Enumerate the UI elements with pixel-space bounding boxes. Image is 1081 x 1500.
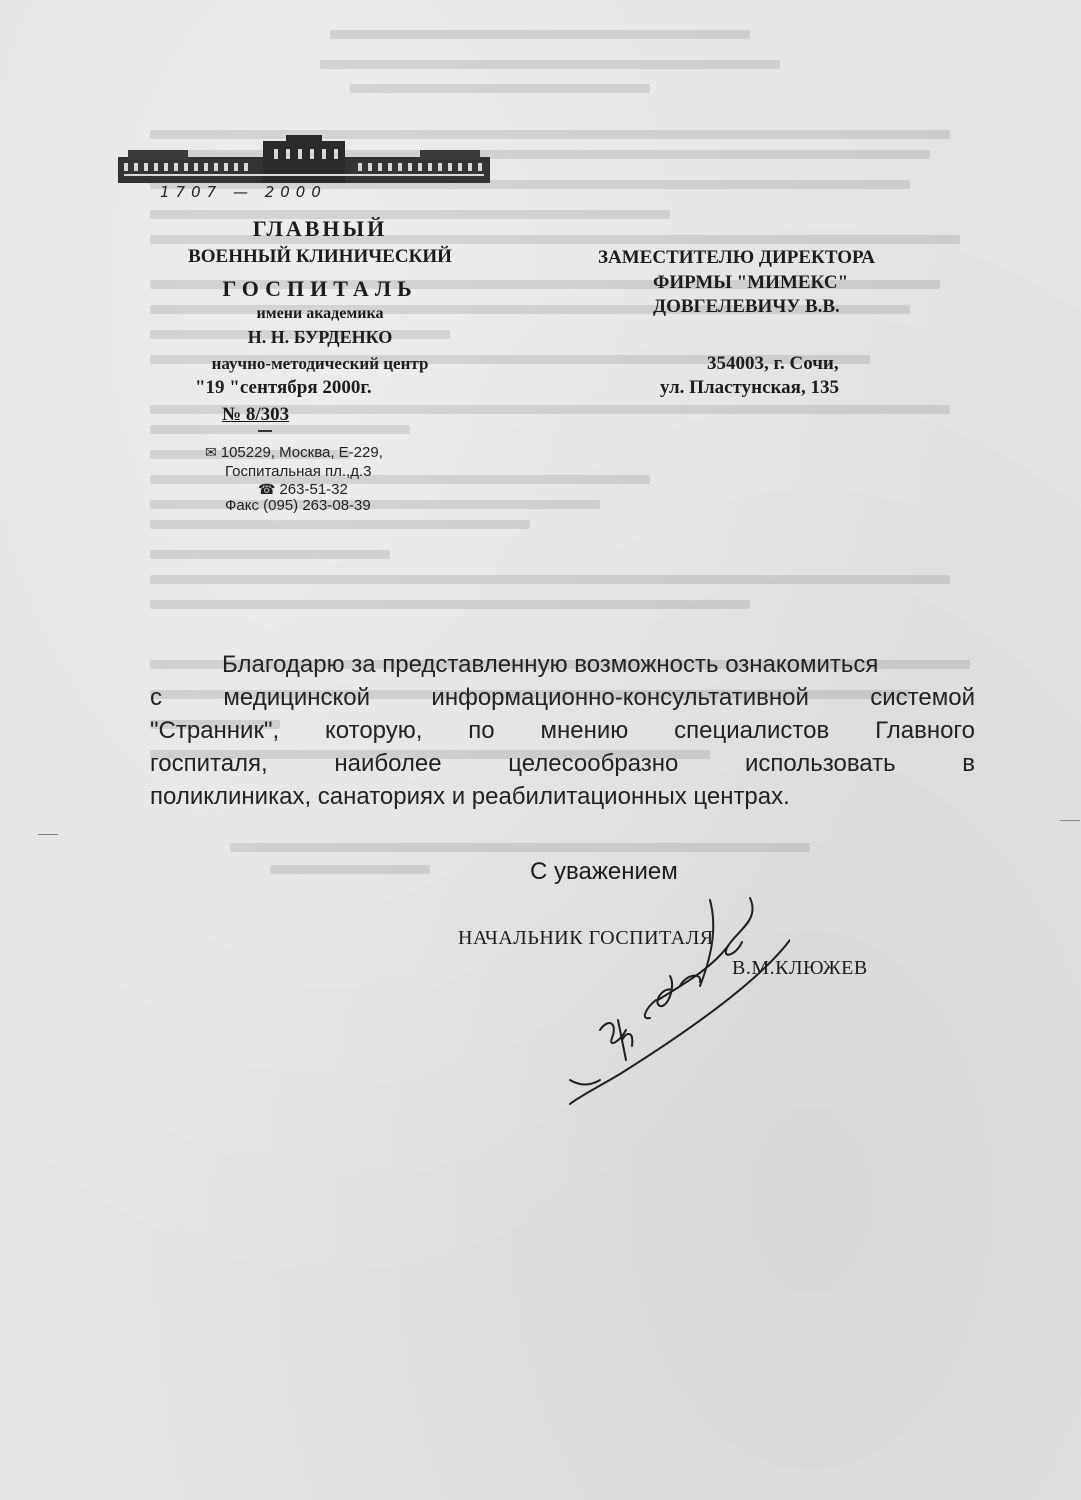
body-line: поликлиниках, санаториях и реабилитационных центрах. bbox=[150, 783, 790, 810]
org-title-line4: имени академика bbox=[256, 305, 384, 322]
closing-regards: С уважением bbox=[530, 858, 678, 885]
recipient-line2: ФИРМЫ "МИМЕКС" bbox=[653, 272, 849, 293]
recipient-street: ул. Пластунская, 135 bbox=[660, 377, 839, 398]
body-line: с медицинской информационно-консультативной системой bbox=[150, 684, 975, 711]
phone-number-text: 263-51-32 bbox=[279, 481, 348, 498]
postal-address-text: 105229, Москва, Е-229, bbox=[220, 444, 383, 461]
letter-date: "19 "сентября 2000г. bbox=[195, 377, 372, 398]
body-line: "Странник", которую, по мнению специалистов Главного bbox=[150, 717, 975, 744]
recipient-line3: ДОВГЕЛЕВИЧУ В.В. bbox=[653, 296, 840, 317]
recipient-line1: ЗАМЕСТИТЕЛЮ ДИРЕКТОРА bbox=[598, 247, 875, 268]
org-title-main: ГЛАВНЫЙ bbox=[252, 216, 388, 241]
recipient-city: 354003, г. Сочи, bbox=[707, 353, 839, 374]
body-line: госпиталя, наиболее целесообразно использовать в bbox=[150, 750, 975, 777]
org-title-line2: ВОЕННЫЙ КЛИНИЧЕСКИЙ bbox=[188, 246, 452, 267]
org-title-line5: Н. Н. БУРДЕНКО bbox=[247, 327, 393, 347]
letter-body bbox=[150, 648, 975, 813]
signatory-title: НАЧАЛЬНИК ГОСПИТАЛЯ bbox=[458, 927, 714, 949]
body-line: Благодарю за представленную возможность ознакомиться bbox=[222, 651, 879, 678]
org-title-line3: ГОСПИТАЛЬ bbox=[222, 276, 418, 301]
org-subdivision: научно-методический центр bbox=[211, 354, 429, 373]
fax-number: Факс (095) 263-08-39 bbox=[225, 497, 371, 514]
street-address: Госпитальная пл.,д.3 bbox=[225, 463, 372, 480]
phone-number bbox=[258, 481, 348, 498]
divider bbox=[258, 430, 272, 432]
hospital-emblem bbox=[118, 135, 490, 185]
handwritten-signature bbox=[560, 890, 790, 1120]
letter-number: № 8/303 bbox=[222, 404, 290, 425]
signatory-name: В.М.КЛЮЖЕВ bbox=[732, 957, 868, 979]
phone-icon: ☎ bbox=[258, 481, 276, 497]
margin-mark bbox=[1060, 820, 1080, 821]
mail-icon: ✉ bbox=[205, 444, 217, 460]
founding-years: 1707 — 2000 bbox=[160, 183, 327, 201]
postal-address bbox=[205, 444, 383, 461]
margin-mark bbox=[38, 834, 58, 835]
